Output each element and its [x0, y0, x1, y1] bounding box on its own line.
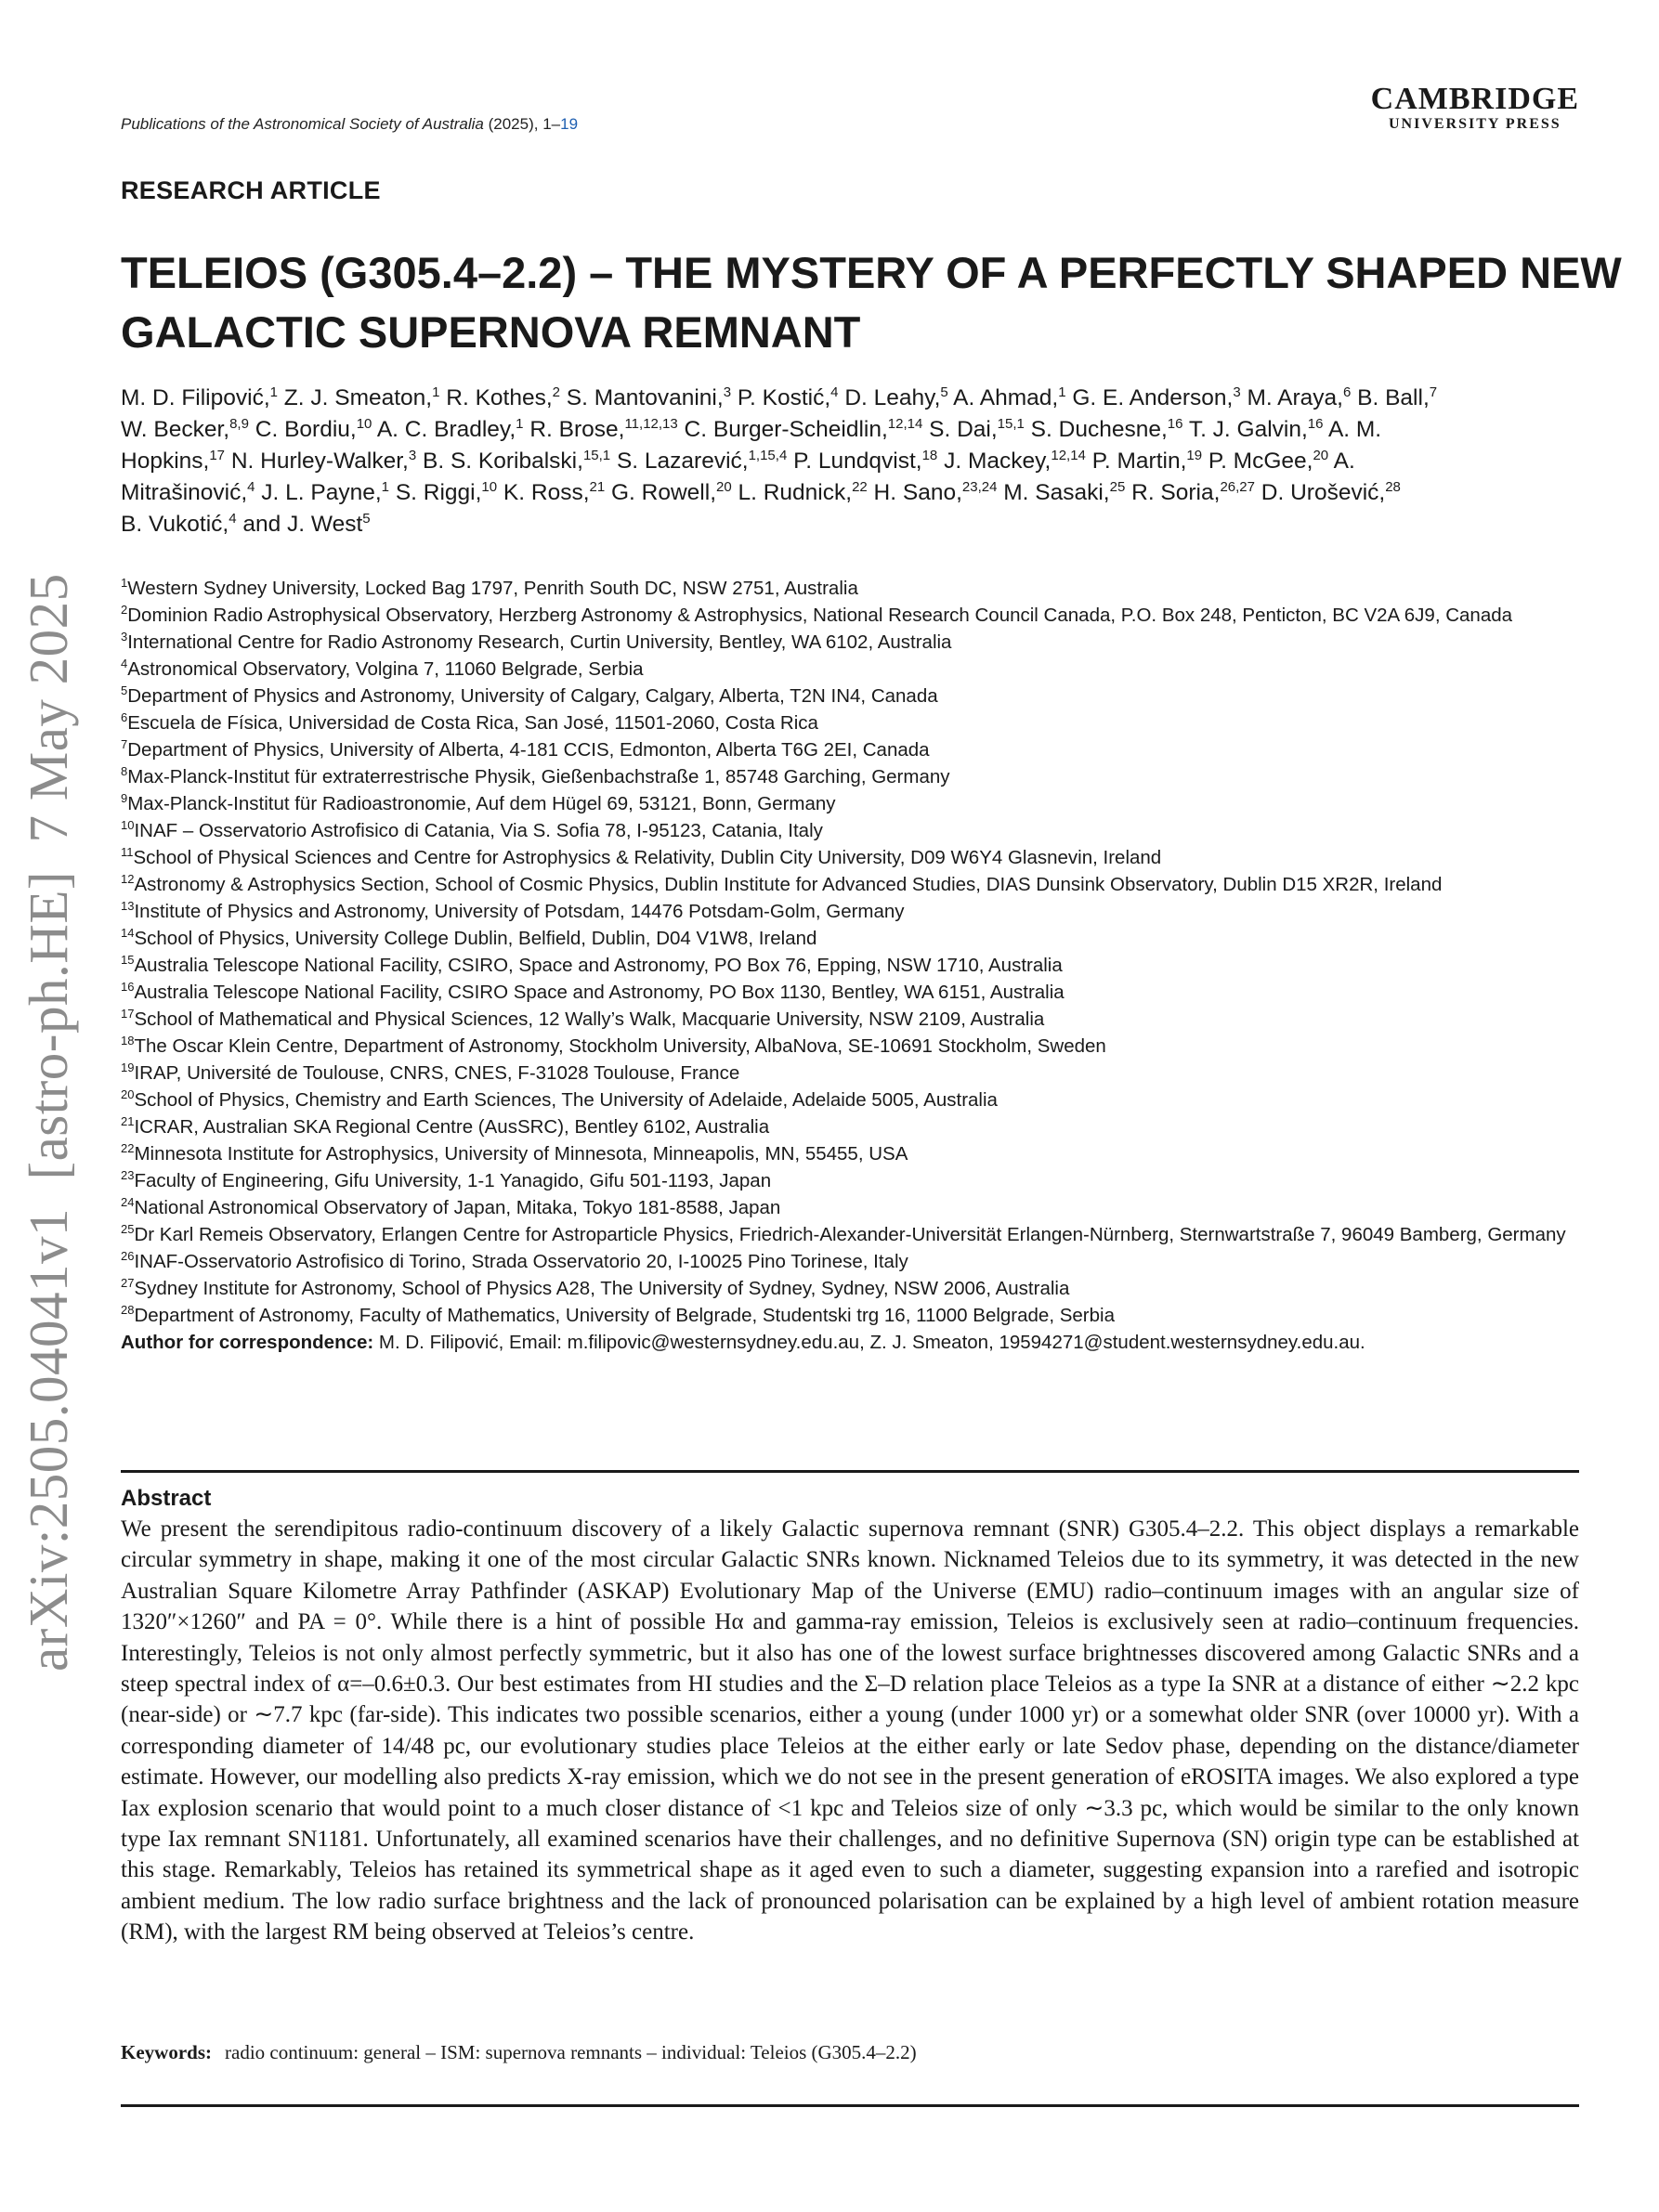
author-line: B. Vukotić,$^4$ and J. West$^5$	[121, 510, 371, 537]
affiliation-number: 19	[121, 1060, 135, 1075]
affiliation-item	[121, 1248, 1584, 1275]
affiliation-item	[121, 1167, 1584, 1194]
affiliation-item	[121, 1194, 1584, 1221]
affiliation-item	[121, 602, 1584, 629]
affiliation-text: Department of Physics and Astronomy, University of Calgary, Calgary, Alberta, T2N IN4, Canada	[127, 685, 938, 707]
affiliation-text: National Astronomical Observatory of Japan, Mitaka, Tokyo 181-8588, Japan	[134, 1197, 781, 1218]
publisher-logo	[1371, 84, 1579, 134]
journal-year: (2025), 1–	[483, 115, 561, 133]
affiliation-number: 14	[121, 926, 135, 941]
journal-pages-link[interactable]: 19	[560, 115, 579, 133]
affiliation-item	[121, 1140, 1584, 1167]
affiliation-text: Escuela de Física, Universidad de Costa Rica, San José, 11501-2060, Costa Rica	[127, 712, 818, 734]
affiliation-text: International Centre for Radio Astronomy Research, Curtin University, Bentley, WA 6102, Australia	[127, 631, 952, 653]
arxiv-stamp: arXiv:2505.04041v1 [astro-ph.HE] 7 May 2025	[18, 573, 79, 1672]
affiliation-item	[121, 709, 1584, 736]
keywords-label: Keywords:	[121, 2041, 212, 2063]
affiliation-text: Astronomy & Astrophysics Section, School of Cosmic Physics, Dublin Institute for Advanced Studies, DIAS Dunsink Observatory, Dublin D15 XR2R, Ireland	[134, 874, 1443, 895]
affiliation-text: Max-Planck-Institut für Radioastronomie, Auf dem Hügel 69, 53121, Bonn, Germany	[127, 793, 836, 814]
affiliation-text: School of Physics, Chemistry and Earth Sciences, The University of Adelaide, Adelaide 5005, Australia	[134, 1089, 998, 1111]
affiliation-text: IRAP, Université de Toulouse, CNRS, CNES, F-31028 Toulouse, France	[134, 1062, 740, 1084]
affiliation-number: 27	[121, 1276, 135, 1291]
affiliation-number: 4	[121, 657, 128, 671]
affiliation-number: 1	[121, 576, 128, 591]
affiliation-number: 10	[121, 818, 135, 833]
affiliation-number: 23	[121, 1168, 135, 1183]
keywords-text: radio continuum: general – ISM: supernova remnants – individual: Teleios (G305.4–2.2)	[225, 2041, 917, 2063]
affiliation-number: 11	[121, 845, 134, 860]
affiliation-number: 7	[121, 737, 128, 752]
journal-citation	[121, 115, 578, 134]
affiliation-item	[121, 952, 1584, 979]
affiliation-text: Max-Planck-Institut für extraterrestrische Physik, Gießenbachstraße 1, 85748 Garching, Germany	[127, 766, 950, 787]
affiliation-item	[121, 979, 1584, 1006]
title-line: TELEIOS (G305.4–2.2) – THE MYSTERY OF A PERFECTLY SHAPED NEW	[121, 248, 1622, 297]
affiliation-item	[121, 1221, 1584, 1248]
title-line: GALACTIC SUPERNOVA REMNANT	[121, 307, 861, 357]
affiliation-number: 9	[121, 791, 128, 806]
affiliation-item	[121, 629, 1584, 656]
affiliation-number: 25	[121, 1222, 135, 1237]
affiliation-number: 24	[121, 1195, 135, 1210]
affiliation-text: School of Physical Sciences and Centre for Astrophysics & Relativity, Dublin City University, D09 W6Y4 Glasnevin, Ireland	[133, 847, 1162, 868]
affiliation-number: 13	[121, 899, 135, 914]
correspondence	[121, 1329, 1584, 1356]
author-line: M. D. Filipović,$^1$ Z. J. Smeaton,$^1$ R. Kothes,$^2$ S. Mantovanini,$^3$ P. Kostić,$^4$ D. Leahy,$^5$ A. Ahmad,$^1$ G. E. Anderson,$^3$ M. Araya,$^6$ B. Ball,$^7$	[121, 384, 1438, 410]
affiliation-text: INAF – Osservatorio Astrofisico di Catania, Via S. Sofia 78, I-95123, Catania, Italy	[134, 820, 823, 841]
paper-title	[121, 243, 1622, 362]
affiliation-number: 17	[121, 1007, 135, 1021]
affiliation-item	[121, 1006, 1584, 1033]
abstract-top-rule	[121, 1470, 1579, 1473]
affiliation-text: Sydney Institute for Astronomy, School of Physics A28, The University of Sydney, Sydney, NSW 2006, Australia	[134, 1278, 1070, 1299]
affiliation-number: 6	[121, 710, 128, 725]
affiliation-number: 16	[121, 980, 135, 995]
affiliation-item	[121, 1275, 1584, 1302]
affiliation-number: 5	[121, 683, 128, 698]
author-list	[121, 383, 1579, 540]
affiliation-text: ICRAR, Australian SKA Regional Centre (AusSRC), Bentley 6102, Australia	[134, 1116, 770, 1138]
affiliation-item	[121, 844, 1584, 871]
affiliation-item	[121, 575, 1584, 602]
affiliation-number: 2	[121, 603, 128, 618]
author-line: W. Becker,$^{8,9}$ C. Bordiu,$^{10}$ A. C. Bradley,$^1$ R. Brose,$^{11,12,13}$ C. Burger-Scheidlin,$^{12,14}$ S. Dai,$^{15,1}$ S. Duchesne,$^{16}$ T. J. Galvin,$^{16}$ A. M.	[121, 415, 1382, 442]
affiliation-text: Astronomical Observatory, Volgina 7, 11060 Belgrade, Serbia	[127, 658, 644, 680]
affiliation-item	[121, 656, 1584, 683]
affiliation-item	[121, 1033, 1584, 1060]
affiliation-number: 22	[121, 1141, 135, 1156]
affiliation-number: 21	[121, 1114, 135, 1129]
affiliation-item	[121, 925, 1584, 952]
affiliation-text: Dr Karl Remeis Observatory, Erlangen Centre for Astroparticle Physics, Friedrich-Alexander-Universität Erlangen-Nürnberg, Sternwartstraße 7, 96049 Bamberg, Germany	[134, 1224, 1566, 1245]
affiliation-text: School of Mathematical and Physical Sciences, 12 Wally’s Walk, Macquarie University, NSW 2109, Australia	[134, 1008, 1045, 1030]
journal-name: Publications of the Astronomical Society of Australia	[121, 115, 484, 133]
correspondence-label: Author for correspondence:	[121, 1332, 374, 1353]
affiliation-item	[121, 1302, 1584, 1329]
affiliation-item	[121, 683, 1584, 709]
affiliation-text: Minnesota Institute for Astrophysics, University of Minnesota, Minneapolis, MN, 55455, USA	[134, 1143, 908, 1165]
affiliation-text: Faculty of Engineering, Gifu University, 1-1 Yanagido, Gifu 501-1193, Japan	[134, 1170, 772, 1191]
affiliation-number: 18	[121, 1034, 135, 1048]
affiliation-item	[121, 736, 1584, 763]
affiliation-number: 12	[121, 872, 135, 887]
affiliation-text: The Oscar Klein Centre, Department of Astronomy, Stockholm University, AlbaNova, SE-10691 Stockholm, Sweden	[134, 1035, 1106, 1057]
affiliation-text: Western Sydney University, Locked Bag 1797, Penrith South DC, NSW 2751, Australia	[127, 578, 858, 599]
affiliation-text: Department of Physics, University of Alberta, 4-181 CCIS, Edmonton, Alberta T6G 2EI, Canada	[127, 739, 930, 761]
affiliation-number: 15	[121, 953, 135, 968]
affiliation-text: School of Physics, University College Dublin, Belfield, Dublin, D04 V1W8, Ireland	[134, 928, 817, 949]
affiliation-item	[121, 871, 1584, 898]
affiliation-list	[121, 575, 1584, 1356]
correspondence-text: M. D. Filipović, Email: m.filipovic@westernsydney.edu.au, Z. J. Smeaton, 19594271@student.westernsydney.edu.au.	[373, 1332, 1365, 1353]
affiliation-item	[121, 1060, 1584, 1086]
affiliation-number: 3	[121, 630, 128, 644]
publisher-name: CAMBRIDGE	[1370, 82, 1579, 116]
affiliation-item	[121, 817, 1584, 844]
affiliation-text: Dominion Radio Astrophysical Observatory, Herzberg Astronomy & Astrophysics, National Research Council Canada, P.O. Box 248, Penticton, BC V2A 6J9, Canada	[127, 605, 1513, 626]
article-type: RESEARCH ARTICLE	[121, 176, 381, 204]
keywords	[121, 2041, 917, 2064]
affiliation-item	[121, 898, 1584, 925]
affiliation-number: 8	[121, 764, 128, 779]
abstract-bottom-rule	[121, 2104, 1579, 2107]
affiliation-item	[121, 1086, 1584, 1113]
affiliation-item	[121, 1113, 1584, 1140]
abstract-heading: Abstract	[121, 1486, 212, 1511]
affiliation-text: Department of Astronomy, Faculty of Mathematics, University of Belgrade, Studentski trg 16, 11000 Belgrade, Serbia	[134, 1305, 1115, 1326]
author-line: Mitrašinović,$^4$ J. L. Payne,$^1$ S. Riggi,$^{10}$ K. Ross,$^{21}$ G. Rowell,$^{20}$ L. Rudnick,$^{22}$ H. Sano,$^{23,24}$ M. Sasaki,$^{25}$ R. Soria,$^{26,27}$ D. Urošević,$^{28}$	[121, 478, 1401, 505]
affiliation-text: INAF-Osservatorio Astrofisico di Torino, Strada Osservatorio 20, I-10025 Pino Torinese, Italy	[134, 1251, 908, 1272]
affiliation-text: Australia Telescope National Facility, CSIRO Space and Astronomy, PO Box 1130, Bentley, WA 6151, Australia	[134, 982, 1065, 1003]
affiliation-item	[121, 790, 1584, 817]
affiliation-number: 26	[121, 1249, 135, 1264]
affiliation-item	[121, 763, 1584, 790]
affiliation-number: 28	[121, 1303, 135, 1318]
abstract-text: We present the serendipitous radio-continuum discovery of a likely Galactic supernova remnant (SNR) G305.4–2.2. This object displays a remarkable circular symmetry in shape, making it one of the most circular Galactic SNRs known. Nicknamed Teleios due to its symmetry, it was detected in the new Australian Square Kilometre Array Pathfinder (ASKAP) Evolutionary Map of the Universe (EMU) radio–continuum images with an angular size of 1320″×1260″ and PA = 0°. While there is a hint of possible Hα and gamma-ray emission, Teleios is exclusively seen at radio–continuum frequencies. Interestingly, Teleios is not only almost perfectly symmetric, but it also has one of the lowest surface brightnesses discovered among Galactic SNRs and a steep spectral index of α=–0.6±0.3. Our best estimates from HI studies and the Σ–D relation place Teleios as a type Ia SNR at a distance of either ∼2.2 kpc (near-side) or ∼7.7 kpc (far-side). This indicates two possible scenarios, either a young (under 1000 yr) or a somewhat older SNR (over 10000 yr). With a corresponding diameter of 14/48 pc, our evolutionary studies place Teleios at the either early or late Sedov phase, depending on the distance/diameter estimate. However, our modelling also predicts X-ray emission, which we do not see in the present generation of eROSITA images. We also explored a type Iax explosion scenario that would point to a much closer distance of <1 kpc and Teleios size of only ∼3.3 pc, which would be similar to the only known type Iax remnant SN1181. Unfortunately, all examined scenarios have their challenges, and no definitive Supernova (SN) origin type can be established at this stage. Remarkably, Teleios has retained its symmetrical shape as it aged even to such a diameter, suggesting expansion into a rarefied and isotropic ambient medium. The low radio surface brightness and the lack of pronounced polarisation can be explained by a high level of ambient rotation measure (RM), with the largest RM being observed at Teleios’s centre.	[121, 1516, 1579, 1945]
affiliation-number: 20	[121, 1087, 135, 1102]
affiliation-text: Australia Telescope National Facility, CSIRO, Space and Astronomy, PO Box 76, Epping, NSW 1710, Australia	[134, 955, 1063, 976]
publisher-subtitle: UNIVERSITY PRESS	[1388, 116, 1561, 132]
affiliation-text: Institute of Physics and Astronomy, University of Potsdam, 14476 Potsdam-Golm, Germany	[134, 901, 905, 922]
author-line: Hopkins,$^{17}$ N. Hurley-Walker,$^3$ B. S. Koribalski,$^{15,1}$ S. Lazarević,$^{1,15,4}$ P. Lundqvist,$^{18}$ J. Mackey,$^{12,14}$ P. Martin,$^{19}$ P. McGee,$^{20}$ A.	[121, 447, 1355, 474]
